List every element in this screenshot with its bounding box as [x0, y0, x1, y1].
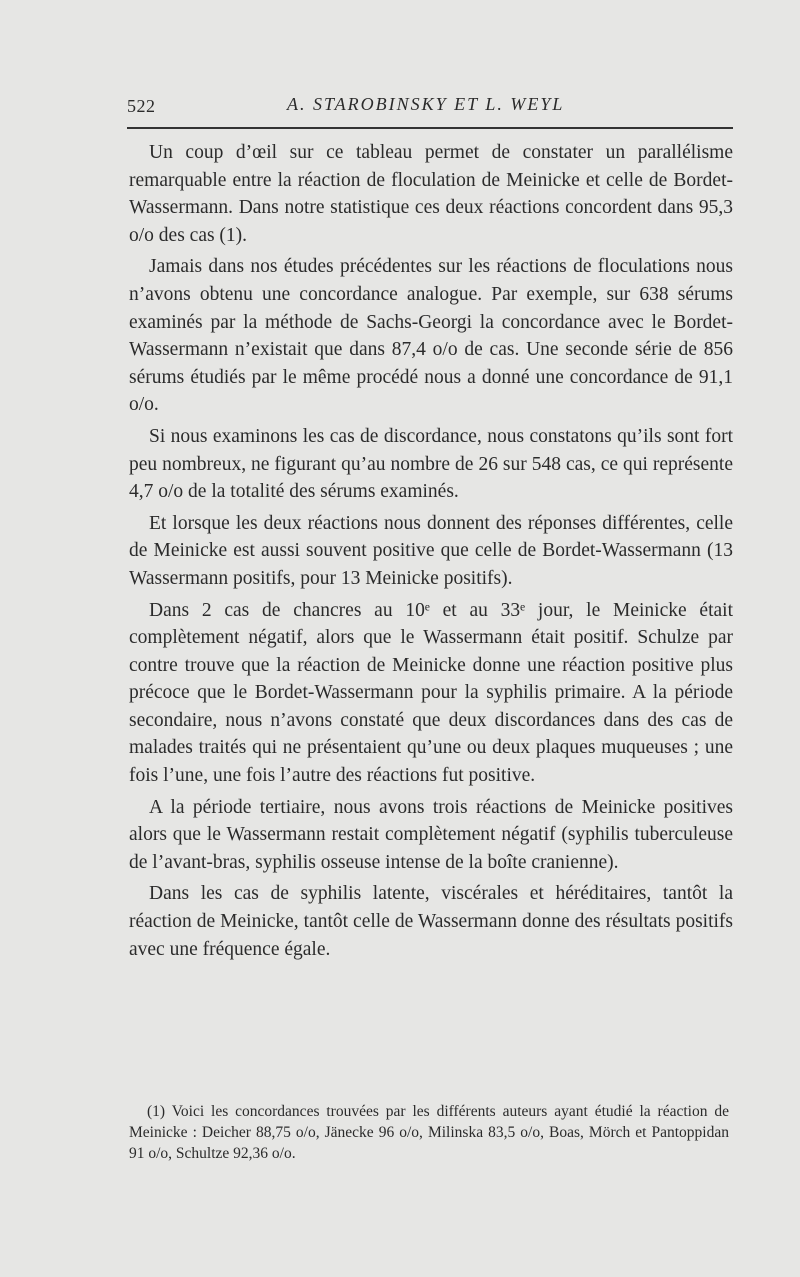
footnote-text: (1) Voici les concordances trouvées par les différents auteurs ayant étudié la réaction de Meinicke : Deicher 88,75 o/o, Jänecke 96 o/o, Milinska 83,5 o/o, Boas, Mörch et Pantoppidan 91 o/o, Schultze 92,36 o/o. [129, 1103, 729, 1162]
paragraph: Si nous examinons les cas de discordance, nous constatons qu’ils sont fort peu nombreux, ne figurant qu’au nombre de 26 sur 548 cas, ce qui représente 4,7 o/o de la totalité des sérums examinés. [129, 425, 733, 503]
body-text [129, 139, 733, 963]
page-header [127, 94, 732, 124]
page-number: 522 [127, 96, 156, 116]
paragraph: Un coup d’œil sur ce tableau permet de constater un parallélisme remarquable entre la réaction de floculation de Meinicke et celle de Bordet-Wassermann. Dans notre statistique ces deux réactions concordent dans 95,3 o/o des cas (1). [129, 142, 733, 246]
header-rule [127, 127, 733, 129]
running-head: A. STAROBINSKY ET L. WEYL [287, 94, 565, 114]
footnote [129, 1101, 729, 1164]
paragraph: Et lorsque les deux réactions nous donnent des réponses différentes, celle de Meinicke est aussi souvent positive que celle de Bordet-Wassermann (13 Wassermann positifs, pour 13 Meinicke positifs). [129, 512, 733, 589]
paragraph: Dans 2 cas de chancres au 10ᵉ et au 33ᵉ jour, le Meinicke était complètement négatif, alors que le Wassermann était positif. Schulze par contre trouve que la réaction de Meinicke donne une réaction positive plus précoce que le Bordet-Wassermann pour la syphilis primaire. A la période secondaire, nous n’avons constaté que deux discordances dans des cas de malades traités qui ne présentaient qu’une ou deux plaques muqueuses ; une fois l’une, une fois l’autre des réactions fut positive. [129, 599, 733, 787]
paragraph: A la période tertiaire, nous avons trois réactions de Meinicke positives alors que le Wassermann restait complètement négatif (syphilis tuberculeuse de l’avant-bras, syphilis osseuse intense de la boîte cranienne). [129, 796, 733, 873]
paragraph: Dans les cas de syphilis latente, viscérales et héréditaires, tantôt la réaction de Meinicke, tantôt celle de Wassermann donne des résultats positifs avec une fréquence égale. [129, 883, 733, 960]
paragraph: Jamais dans nos études précédentes sur les réactions de floculations nous n’avons obtenu une concordance analogue. Par exemple, sur 638 sérums examinés par la méthode de Sachs-Georgi la concordance avec le Bordet-Wassermann n’existait que dans 87,4 o/o de cas. Une seconde série de 856 sérums étudiés par le même procédé nous a donné une concordance de 91,1 o/o. [129, 256, 733, 416]
